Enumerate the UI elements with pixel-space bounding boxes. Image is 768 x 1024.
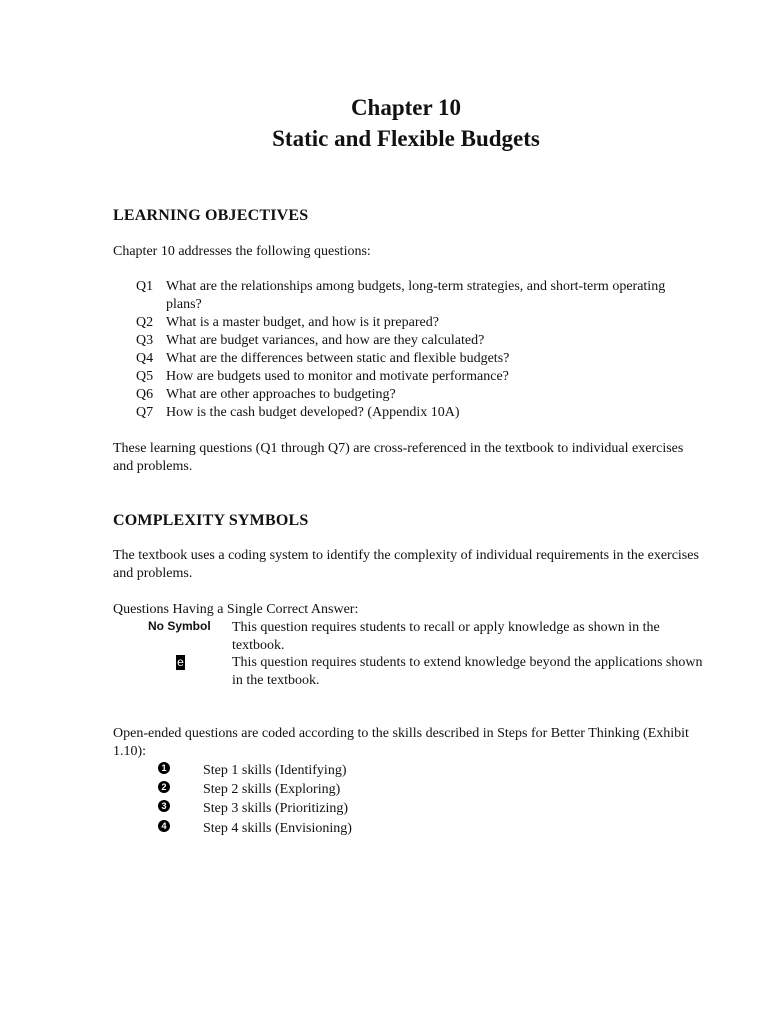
complexity-intro: The textbook uses a coding system to identify the complexity of individual requirements in the exercises and problems. [113, 548, 699, 581]
question-number: Q5 [136, 369, 154, 384]
list-item [136, 278, 696, 314]
question-text: What are the relationships among budgets, long-term strategies, and short-term operating plans? [166, 279, 666, 312]
step-text: Step 3 skills (Prioritizing) [203, 801, 349, 816]
single-answer-label: Questions Having a Single Correct Answer: [113, 602, 359, 617]
step-3-icon: 3 [158, 800, 170, 812]
question-number: Q1 [136, 279, 154, 294]
cross-reference-note: These learning questions (Q1 through Q7) are cross-referenced in the textbook to individual exercises and problems. [113, 441, 684, 474]
step-text: Step 2 skills (Exploring) [203, 782, 341, 797]
step-4-icon: 4 [158, 820, 170, 832]
list-item [136, 350, 696, 368]
learning-objectives-heading: LEARNING OBJECTIVES [113, 207, 309, 224]
no-symbol-description: This question requires students to recall or apply knowledge as shown in the textbook. [232, 620, 660, 653]
chapter-number: Chapter 10 [350, 95, 462, 120]
question-text: What is a master budget, and how is it prepared? [166, 315, 439, 330]
chapter-title: Static and Flexible Budgets [272, 126, 540, 151]
extend-symbol-description: This question requires students to extend knowledge beyond the applications shown in the textbook. [232, 655, 703, 688]
list-item [136, 386, 696, 404]
list-item [136, 404, 696, 422]
question-text: What are other approaches to budgeting? [166, 387, 396, 402]
step-2-icon: 2 [158, 781, 170, 793]
question-number: Q7 [136, 405, 154, 420]
question-number: Q2 [136, 315, 154, 330]
question-text: How are budgets used to monitor and motivate performance? [166, 369, 509, 384]
extend-knowledge-icon: e [177, 655, 184, 669]
question-number: Q4 [136, 351, 154, 366]
list-item [136, 332, 696, 350]
open-ended-intro: Open-ended questions are coded according to the skills described in Steps for Better Thinking (Exhibit 1.10): [113, 726, 689, 759]
learning-objectives-intro: Chapter 10 addresses the following questions: [113, 244, 371, 259]
question-text: What are budget variances, and how are they calculated? [166, 333, 485, 348]
list-item [136, 314, 696, 332]
no-symbol-label: No Symbol [148, 619, 211, 633]
question-text: What are the differences between static and flexible budgets? [166, 351, 510, 366]
question-text: How is the cash budget developed? (Appendix 10A) [166, 405, 460, 420]
question-number: Q3 [136, 333, 154, 348]
question-list [136, 278, 696, 422]
question-number: Q6 [136, 387, 154, 402]
step-text: Step 1 skills (Identifying) [203, 763, 347, 778]
step-text: Step 4 skills (Envisioning) [203, 821, 352, 836]
complexity-symbols-heading: COMPLEXITY SYMBOLS [113, 512, 309, 529]
list-item [136, 368, 696, 386]
step-1-icon: 1 [158, 762, 170, 774]
